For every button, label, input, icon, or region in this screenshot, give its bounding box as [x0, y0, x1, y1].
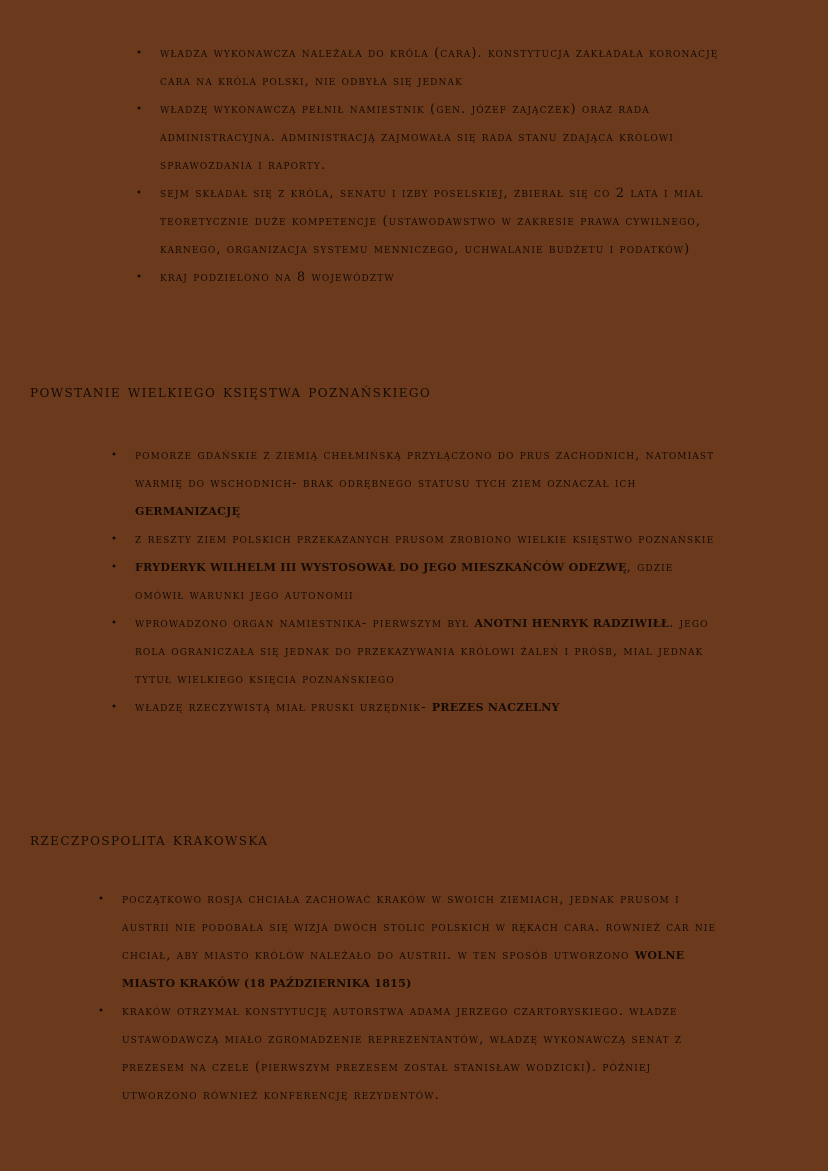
list-poznan	[135, 442, 715, 722]
list-item: • kraj podzielono na 8 województw	[160, 264, 750, 292]
list-krakow	[122, 886, 732, 1110]
bold-term: PREZES NACZELNY	[431, 701, 560, 714]
list-item: • władza wykonawcza należała do króla (cara). konstytucja zakładała koronację cara na króla polski, nie odbyła się jednak	[160, 40, 750, 96]
list-item: • z reszty ziem polskich przekazanych prusom zrobiono wielkie księstwo poznańskie	[135, 526, 715, 554]
bold-term: FRYDERYK WILHELM III WYSTOSOWAŁ DO JEGO MIESZKAŃCÓW ODEZWĘ	[135, 561, 627, 574]
section-title-poznan: powstanie wielkiego księstwa poznańskiego	[30, 382, 432, 402]
list-item: • pomorze gdańskie z ziemią chełmińską przyłączono do prus zachodnich, natomiast warmię do wschodnich- brak odrębnego statusu tych ziem oznaczał ich GERMANIZACJĘ	[135, 442, 715, 526]
list-item: • początkowo rosja chciała zachować kraków w swoich ziemiach, jednak prusom i austrii nie podobała się wizja dwóch stolic polskich w rękach cara. również car nie chciał, aby miasto królów należało do austrii. w ten sposób utworzono WOLNE MIASTO KRAKÓW (18 PAŹDZIERNIKA 1815)	[122, 886, 732, 998]
bold-term: GERMANIZACJĘ	[135, 505, 241, 518]
list-item: • władzę rzeczywistą miał pruski urzędnik- PREZES NACZELNY	[135, 694, 715, 722]
bold-term: WOLNE MIASTO KRAKÓW (18 PAŹDZIERNIKA 1815)	[122, 949, 685, 990]
list-item: • sejm składał się z króla, senatu i izby poselskiej, zbierał się co 2 lata i miał teoretycznie duże kompetencje (ustawodawstwo w zakresie prawa cywilnego, karnego, organizacja systemu menniczego, uchwalanie budżetu i podatków)	[160, 180, 750, 264]
bold-term: ANOTNI HENRYK RADZIWIŁŁ	[474, 617, 669, 630]
section-title-krakow: rzeczpospolita krakowska	[30, 830, 269, 850]
list-item: • FRYDERYK WILHELM III WYSTOSOWAŁ DO JEGO MIESZKAŃCÓW ODEZWĘ, gdzie omówił warunki jego autonomii	[135, 554, 715, 610]
list-item: • kraków otrzymał konstytucję autorstwa adama jerzego czartoryskiego. władze ustawodawczą miało zgromadzenie reprezentantów, władzę wykonawczą senat z prezesem na czele (pierwszym prezesem został stanisław wodzicki). później utworzono również konferencję rezydentów.	[122, 998, 732, 1110]
list-item: • wprowadzono organ namiestnika- pierwszym był ANOTNI HENRYK RADZIWIŁŁ. jego rola ograniczała się jednak do przekazywania królowi żaleń i próśb, mial jednak tytuł wielkiego księcia poznańskiego	[135, 610, 715, 694]
list-kingdom-government	[160, 40, 750, 292]
list-item: • władzę wykonawczą pełnił namiestnik (gen. józef zajączek) oraz rada administracyjna. administracją zajmowała się rada stanu zdająca królowi sprawozdania i raporty.	[160, 96, 750, 180]
